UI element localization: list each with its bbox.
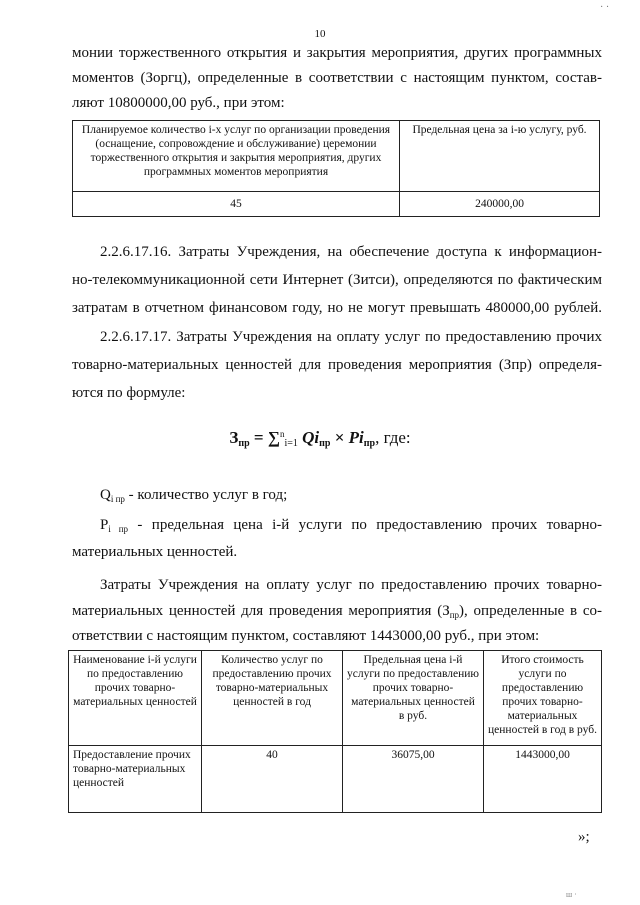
cell-quantity: 45 (73, 192, 400, 217)
intro-line-1: монии торжественного открытия и закрытия мероприятия, других программных (72, 45, 602, 61)
header-unit-price: Предельная цена i-й услуги по предоставлению прочих товарно-материальных ценностей в руб. (343, 651, 484, 746)
table-header-row (73, 121, 600, 192)
formula-sum-sub: i=1 (284, 438, 298, 449)
table-header-row (69, 651, 602, 746)
footer-mark: ш · (566, 890, 577, 899)
header-planned-quantity: Планируемое количество i-х услуг по организации проведения (оснащение, сопровождение и обслуживание) церемонии торжественного открытия и закрытия мероприятия, других программных моментов мероприятия (73, 121, 400, 192)
cell-quantity: 40 (202, 746, 343, 813)
formula-times: × (330, 428, 349, 447)
header-max-price: Предельная цена за i-ю услугу, руб. (400, 121, 600, 192)
formula-q-sub: пр (319, 438, 331, 449)
para-17-line-2: товарно-материальных ценностей для проведения мероприятия (Зпр) определя- (72, 357, 602, 373)
summary-line-2-a: материальных ценностей для проведения мероприятия (З (72, 603, 450, 619)
def-p-line-2: материальных ценностей. (72, 544, 238, 560)
header-total-cost: Итого стоимость услуги по предоставлению прочих товарно-материальных ценностей в год в руб. (484, 651, 602, 746)
summary-line-2-sub: пр (449, 610, 460, 620)
para-16-line-2: но-телекоммуникационной сети Интернет (Зитси), определяются по фактическим (72, 272, 602, 288)
header-service-name: Наименование i-й услуги по предоставлению прочих товарно-материальных ценностей (69, 651, 202, 746)
def-q-symbol: Q (100, 487, 111, 503)
def-q-sub: i пр (110, 494, 125, 504)
para-16-line-3: затратам в отчетном финансовом году, но не могут превышать 480000,00 рублей. (72, 300, 602, 316)
para-17-line-1: 2.2.6.17.17. Затраты Учреждения на оплату услуг по предоставлению прочих (100, 329, 602, 345)
cell-price: 240000,00 (400, 192, 600, 217)
def-p-symbol: P (100, 517, 109, 533)
formula-lhs-sub: пр (238, 438, 250, 449)
def-p-sub: i пр (108, 524, 129, 534)
corner-mark: · · (600, 2, 610, 13)
table-row (73, 192, 600, 217)
formula-p-sub: пр (363, 438, 376, 449)
cell-unit-price: 36075,00 (343, 746, 484, 813)
formula-sum: = ∑ (249, 428, 280, 447)
closing-quote: »; (578, 829, 590, 845)
cell-total-cost: 1443000,00 (484, 746, 602, 813)
def-q (100, 486, 602, 508)
formula-p: Pi (348, 428, 364, 447)
para-16-line-1: 2.2.6.17.16. Затраты Учреждения, на обеспечение доступа к информацион- (100, 244, 602, 260)
formula-q: Qi (297, 428, 320, 447)
summary-line-3: ответствии с настоящим пунктом, составляют 1443000,00 руб., при этом: (72, 628, 540, 644)
cell-service-name: Предоставление прочих товарно-материальных ценностей (69, 746, 202, 813)
def-p-line-1 (100, 516, 602, 538)
intro-line-3: ляют 10800000,00 руб., при этом: (72, 95, 285, 111)
table-event-services (72, 120, 600, 217)
summary-line-1: Затраты Учреждения на оплату услуг по предоставлению прочих товарно- (100, 577, 602, 593)
summary-line-2-b: ), определенные в со- (459, 603, 602, 619)
page-number: 10 (314, 28, 326, 40)
def-p-text: - предельная цена i-й услуги по предоставлению прочих товарно- (128, 517, 602, 533)
formula-sum-sup: n (279, 429, 285, 439)
summary-line-2 (72, 602, 602, 624)
intro-line-2: моментов (Зоргц), определенные в соответствии с настоящим пунктом, состав- (72, 70, 602, 86)
header-quantity: Количество услуг по предоставлению прочих товарно-материальных ценностей в год (202, 651, 343, 746)
para-17-line-3: ются по формуле: (72, 385, 186, 401)
formula-tail: , где: (375, 428, 411, 447)
table-row (69, 746, 602, 813)
formula-lhs: З (229, 428, 239, 447)
table-other-goods (68, 650, 602, 813)
def-q-text: - количество услуг в год; (124, 487, 288, 503)
cost-formula (0, 428, 640, 449)
